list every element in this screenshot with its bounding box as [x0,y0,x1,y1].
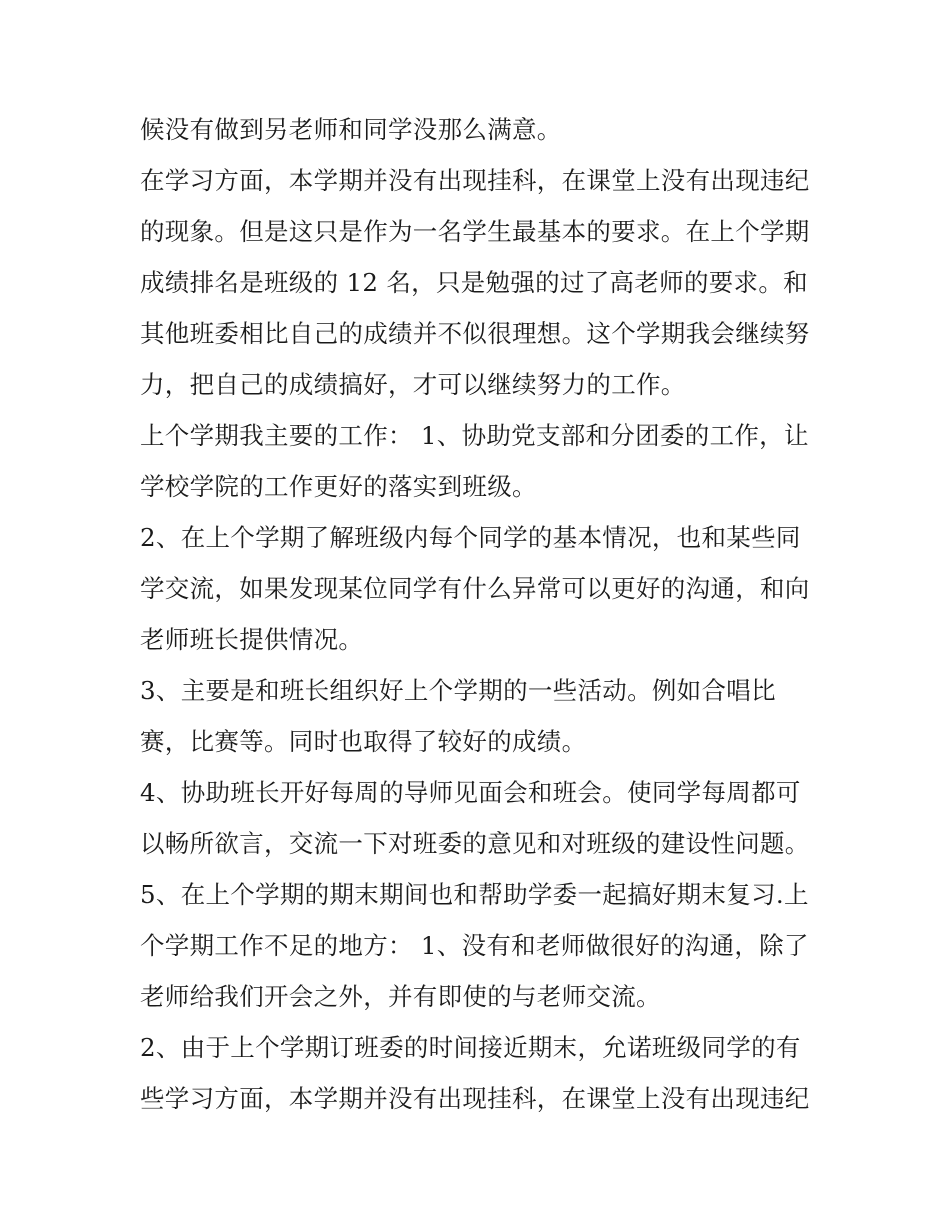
text-line: 其他班委相比自己的成绩并不似很理想。这个学期我会继续努 [140,319,810,348]
document-body [140,104,820,1124]
text-line: 些学习方面，本学期并没有出现挂科，在课堂上没有出现违纪 [140,1084,810,1113]
text-line: 成绩排名是班级的 12 名，只是勉强的过了高老师的要求。和 [140,268,808,297]
text-line: 老师班长提供情况。 [140,625,364,654]
text-line: 2、由于上个学期订班委的时间接近期末，允诺班级同学的有 [140,1033,801,1062]
text-line: 候没有做到另老师和同学没那么满意。 [140,115,562,144]
text-line: 的现象。但是这只是作为一名学生最基本的要求。在上个学期 [140,217,810,246]
text-line: 在学习方面，本学期并没有出现挂科，在课堂上没有出现违纪 [140,166,810,195]
text-line: 力，把自己的成绩搞好，才可以继续努力的工作。 [140,370,686,399]
text-line: 4、协助班长开好每周的导师见面会和班会。使同学每周都可 [140,778,801,807]
text-line: 3、主要是和班长组织好上个学期的一些活动。例如合唱比 [140,676,776,705]
text-line: 学交流，如果发现某位同学有什么异常可以更好的沟通，和向 [140,574,810,603]
text-line: 2、在上个学期了解班级内每个同学的基本情况，也和某些同 [140,523,801,552]
text-line: 赛，比赛等。同时也取得了较好的成绩。 [140,727,587,756]
text-line: 老师给我们开会之外，并有即使的与老师交流。 [140,982,661,1011]
text-line: 上个学期我主要的工作： 1、协助党支部和分团委的工作，让 [140,421,809,450]
text-line: 个学期工作不足的地方： 1、没有和老师做很好的沟通，除了 [140,931,809,960]
text-line: 学校学院的工作更好的落实到班级。 [140,472,537,501]
text-line: 以畅所欲言，交流一下对班委的意见和对班级的建设性问题。 [140,829,810,858]
text-line: 5、在上个学期的期末期间也和帮助学委一起搞好期末复习.上 [140,880,809,909]
